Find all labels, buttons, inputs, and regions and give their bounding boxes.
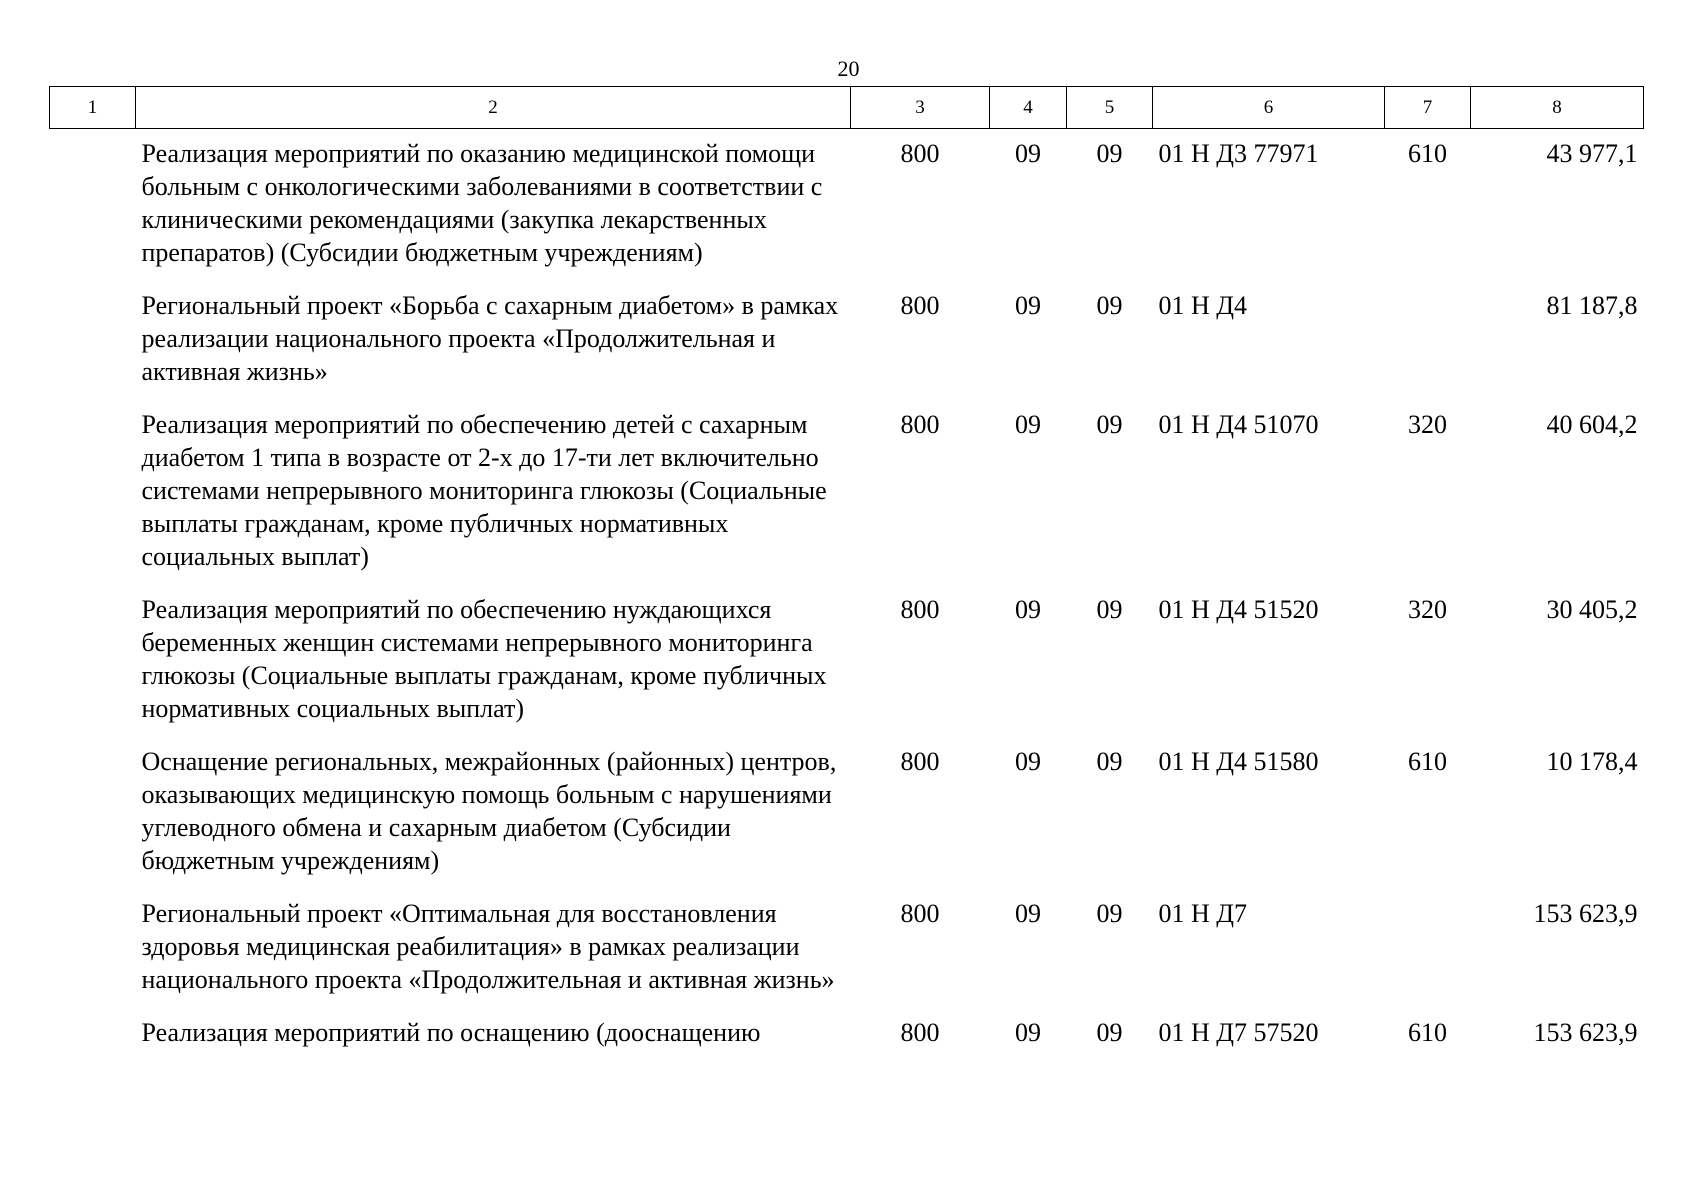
cell-col-5: 09 <box>1096 595 1123 624</box>
cell-col-7 <box>1385 889 1471 1008</box>
table-row <box>50 1008 1644 1061</box>
cell-col-4: 09 <box>1015 1018 1041 1047</box>
table-row <box>50 129 1644 282</box>
table-row <box>50 889 1644 1008</box>
cell-col-5: 09 <box>1096 410 1123 439</box>
cell-col-7 <box>1385 281 1471 400</box>
cell-col-5: 09 <box>1096 899 1123 928</box>
cell-col-7: 610 <box>1408 1018 1447 1047</box>
cell-col-3: 800 <box>900 899 940 928</box>
cell-col-3: 800 <box>900 139 940 168</box>
cell-col-1 <box>50 737 136 889</box>
cell-col-7: 610 <box>1408 139 1447 168</box>
cell-col-4: 09 <box>1015 899 1041 928</box>
cell-description: Реализация мероприятий по обеспечению детей с сахарным диабетом 1 типа в возрасте от 2-х до 17-ти лет включительно системами непрерывного мониторинга глюкозы (Социальные выплаты гражданам, кроме публичных нормативных социальных выплат) <box>141 410 827 571</box>
cell-col-4: 09 <box>1015 747 1041 776</box>
cell-amount: 81 187,8 <box>1546 291 1638 320</box>
cell-col-4: 09 <box>1015 291 1041 320</box>
cell-col-1 <box>50 400 136 585</box>
cell-col-5: 09 <box>1096 1018 1123 1047</box>
cell-col-3: 800 <box>900 291 940 320</box>
table-row <box>50 737 1644 889</box>
cell-col-3: 800 <box>900 747 940 776</box>
cell-col-6: 01 Н Д3 77971 <box>1158 139 1319 168</box>
cell-amount: 153 623,9 <box>1533 1018 1638 1047</box>
cell-col-7: 320 <box>1408 595 1447 624</box>
cell-col-4: 09 <box>1015 410 1041 439</box>
header-col-8: 8 <box>1471 87 1644 129</box>
cell-col-6: 01 Н Д4 51520 <box>1158 595 1319 624</box>
cell-col-1 <box>50 281 136 400</box>
page-number: 20 <box>837 56 860 81</box>
header-col-5: 5 <box>1067 87 1153 129</box>
cell-description: Оснащение региональных, межрайонных (районных) центров, оказывающих медицинскую помощь больным с нарушениями углеводного обмена и сахарным диабетом (Субсидии бюджетным учреждениям) <box>141 747 837 875</box>
cell-description: Региональный проект «Борьба с сахарным диабетом» в рамках реализации национального проекта «Продолжительная и активная жизнь» <box>141 291 839 386</box>
table-row <box>50 281 1644 400</box>
cell-description: Реализация мероприятий по оказанию медицинской помощи больным с онкологическими заболеваниями в соответствии с клиническими рекомендациями (закупка лекарственных препаратов) (Субсидии бюджетным учреждениям) <box>141 139 823 267</box>
table-row <box>50 585 1644 737</box>
cell-col-6: 01 Н Д7 <box>1158 899 1248 928</box>
cell-col-1 <box>50 1008 136 1061</box>
cell-col-1 <box>50 889 136 1008</box>
cell-col-3: 800 <box>900 1018 940 1047</box>
header-col-2: 2 <box>136 87 851 129</box>
header-col-3: 3 <box>851 87 990 129</box>
cell-amount: 40 604,2 <box>1546 410 1638 439</box>
cell-amount: 153 623,9 <box>1533 899 1638 928</box>
cell-description: Реализация мероприятий по оснащению (дооснащению <box>141 1018 761 1047</box>
header-col-4: 4 <box>990 87 1067 129</box>
cell-description: Реализация мероприятий по обеспечению нуждающихся беременных женщин системами непрерывного мониторинга глюкозы (Социальные выплаты гражданам, кроме публичных нормативных социальных выплат) <box>141 595 827 723</box>
cell-col-4: 09 <box>1015 139 1041 168</box>
table-body <box>50 129 1644 1062</box>
cell-col-6: 01 Н Д4 <box>1158 291 1248 320</box>
header-col-6: 6 <box>1153 87 1385 129</box>
cell-col-7: 320 <box>1408 410 1447 439</box>
header-row <box>50 87 1644 129</box>
cell-col-5: 09 <box>1096 139 1123 168</box>
cell-col-1 <box>50 585 136 737</box>
cell-description: Региональный проект «Оптимальная для восстановления здоровья медицинская реабилитация» в рамках реализации национального проекта «Продолжительная и активная жизнь» <box>141 899 835 994</box>
cell-amount: 30 405,2 <box>1546 595 1638 624</box>
cell-amount: 43 977,1 <box>1546 139 1638 168</box>
table-row <box>50 400 1644 585</box>
cell-col-6: 01 Н Д7 57520 <box>1158 1018 1319 1047</box>
header-col-7: 7 <box>1385 87 1471 129</box>
header-col-1: 1 <box>50 87 136 129</box>
cell-col-5: 09 <box>1096 291 1123 320</box>
cell-col-7: 610 <box>1408 747 1447 776</box>
cell-amount: 10 178,4 <box>1546 747 1638 776</box>
cell-col-4: 09 <box>1015 595 1041 624</box>
cell-col-6: 01 Н Д4 51580 <box>1158 747 1319 776</box>
cell-col-5: 09 <box>1096 747 1123 776</box>
budget-table <box>49 86 1644 1061</box>
cell-col-6: 01 Н Д4 51070 <box>1158 410 1319 439</box>
cell-col-3: 800 <box>900 595 940 624</box>
cell-col-1 <box>50 129 136 282</box>
table-header <box>50 87 1644 129</box>
cell-col-3: 800 <box>900 410 940 439</box>
